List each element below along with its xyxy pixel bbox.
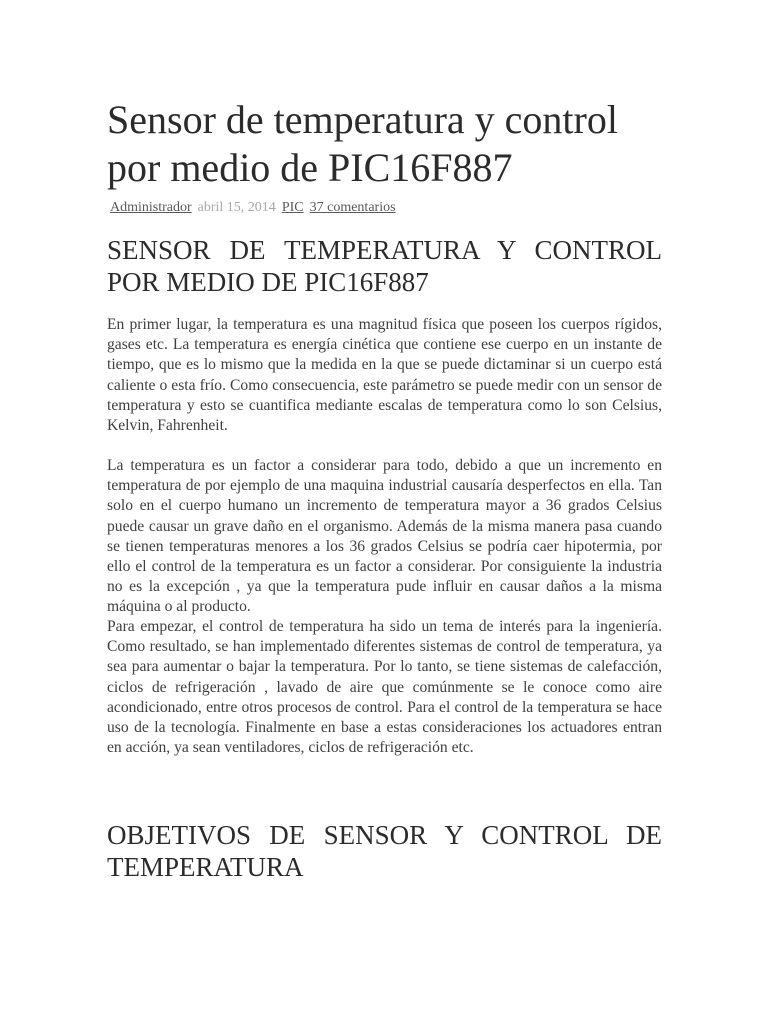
section-heading-objectives: OBJETIVOS DE SENSOR Y CONTROL DE TEMPERATURA <box>107 820 662 882</box>
comments-link[interactable]: 37 comentarios <box>309 200 396 215</box>
author-link[interactable]: Administrador <box>110 200 192 215</box>
section-heading-sensor: SENSOR DE TEMPERATURA Y CONTROL POR MEDIO DE PIC16F887 <box>107 235 662 297</box>
page-title: Sensor de temperatura y control por medio de PIC16F887 <box>107 97 618 190</box>
category-link[interactable]: PIC <box>281 200 304 215</box>
paragraph-control: Para empezar, el control de temperatura ha sido un tema de interés para la ingeniería. Como resultado, se han implementado diferentes sistemas de control de temperatura, ya sea para aumentar o bajar la temperatura. Por lo tanto, se tiene sistemas de calefacción, ciclos de refrigeración , lavado de aire que comúnmente se le conoce como aire acondicionado, entre otros procesos de control. Para el control de la temperatura se hace uso de la tecnología. Finalmente en base a estas consideraciones los actuadores entran en acción, ya sean ventiladores, ciclos de refrigeración etc. <box>107 618 662 757</box>
post-date: abril 15, 2014 <box>197 200 276 215</box>
paragraph-intro: En primer lugar, la temperatura es una magnitud física que poseen los cuerpos rígidos, gases etc. La temperatura es energía cinética que contiene ese cuerpo en un instante de tiempo, que es lo mismo que la medida en la que se puede dictaminar si un cuerpo está caliente o esta frío. Como consecuencia, este parámetro se puede medir con un sensor de temperatura y esto se cuantifica mediante escalas de temperatura como lo son Celsius, Kelvin, Fahrenheit. <box>107 316 662 435</box>
post-meta <box>110 199 396 217</box>
paragraph-importance: La temperatura es un factor a considerar para todo, debido a que un incremento en temperatura de por ejemplo de una maquina industrial causaría desperfectos en ella. Tan solo en el cuerpo humano un incremento de temperatura mayor a 36 grados Celsius puede causar un grave daño en el organismo. Además de la misma manera pasa cuando se tienen temperaturas menores a los 36 grados Celsius se podría caer hipotermia, por ello el control de la temperatura es un factor a considerar. Por consiguiente la industria no es la excepción , ya que la temperatura pude influir en causar daños a la misma máquina o al producto. <box>107 457 662 616</box>
